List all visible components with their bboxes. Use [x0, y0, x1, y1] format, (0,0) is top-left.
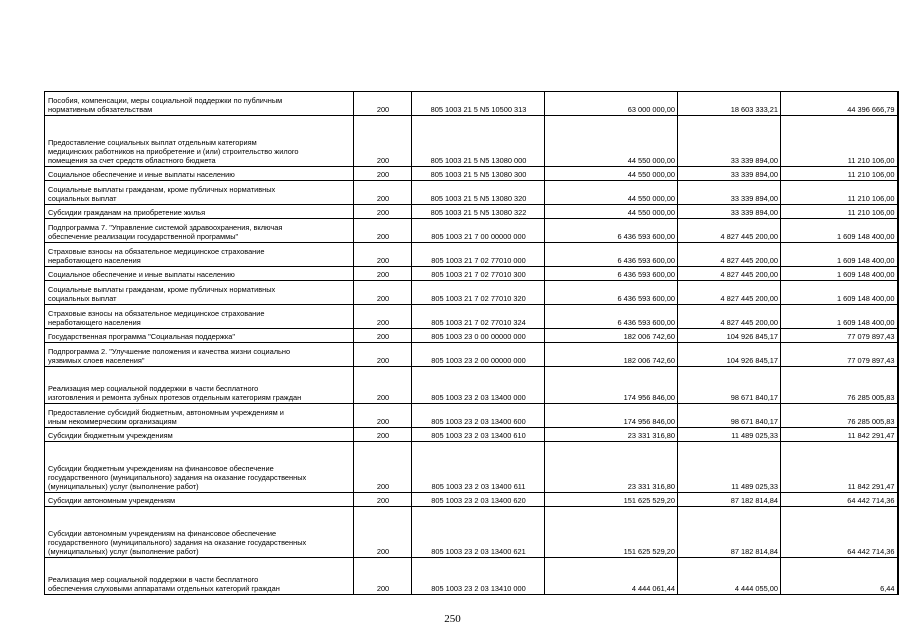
row-code: 200 [354, 281, 412, 305]
row-approved-amount: 6 436 593 600,00 [545, 267, 678, 281]
row-kbk: 805 1003 23 2 03 13400 000 [412, 367, 545, 404]
row-approved-amount: 44 550 000,00 [545, 181, 678, 205]
row-remainder-amount: 44 396 666,79 [781, 92, 898, 116]
table-row [45, 267, 898, 281]
row-executed-amount: 4 827 445 200,00 [678, 243, 781, 267]
table-row [45, 167, 898, 181]
table-row [45, 243, 898, 267]
row-approved-amount: 6 436 593 600,00 [545, 219, 678, 243]
table-row [45, 404, 898, 428]
row-code: 200 [354, 243, 412, 267]
row-executed-amount: 4 827 445 200,00 [678, 281, 781, 305]
page-number: 250 [444, 613, 461, 625]
row-executed-amount: 4 827 445 200,00 [678, 267, 781, 281]
row-remainder-amount: 77 079 897,43 [781, 343, 898, 367]
row-kbk: 805 1003 23 2 03 13410 000 [412, 558, 545, 595]
row-executed-amount: 4 444 055,00 [678, 558, 781, 595]
row-approved-amount: 174 956 846,00 [545, 404, 678, 428]
row-approved-amount: 6 436 593 600,00 [545, 243, 678, 267]
row-code: 200 [354, 181, 412, 205]
row-remainder-amount: 11 842 291,47 [781, 428, 898, 442]
row-name: Предоставление социальных выплат отдельным категориям медицинских работников на приобретение и (или) строительство жилого помещения за счет средств областного бюджета [45, 116, 354, 167]
row-kbk: 805 1003 21 5 N5 13080 320 [412, 181, 545, 205]
row-remainder-amount: 77 079 897,43 [781, 329, 898, 343]
row-remainder-amount: 1 609 148 400,00 [781, 219, 898, 243]
row-remainder-amount: 11 210 106,00 [781, 205, 898, 219]
row-code: 200 [354, 367, 412, 404]
row-remainder-amount: 76 285 005,83 [781, 367, 898, 404]
table-row [45, 305, 898, 329]
row-remainder-amount: 64 442 714,36 [781, 507, 898, 558]
row-kbk: 805 1003 23 2 00 00000 000 [412, 343, 545, 367]
row-executed-amount: 18 603 333,21 [678, 92, 781, 116]
table-row [45, 493, 898, 507]
row-name: Страховые взносы на обязательное медицинское страхование неработающего населения [45, 305, 354, 329]
table-row [45, 343, 898, 367]
table-row [45, 329, 898, 343]
row-name: Субсидии бюджетным учреждениям [45, 428, 354, 442]
row-approved-amount: 151 625 529,20 [545, 507, 678, 558]
row-kbk: 805 1003 23 2 03 13400 610 [412, 428, 545, 442]
row-code: 200 [354, 167, 412, 181]
row-executed-amount: 33 339 894,00 [678, 181, 781, 205]
row-remainder-amount: 11 210 106,00 [781, 167, 898, 181]
table-row [45, 219, 898, 243]
row-code: 200 [354, 329, 412, 343]
row-code: 200 [354, 558, 412, 595]
row-name: Реализация мер социальной поддержки в части бесплатного изготовления и ремонта зубных протезов отдельным категориям граждан [45, 367, 354, 404]
row-remainder-amount: 76 285 005,83 [781, 404, 898, 428]
row-code: 200 [354, 493, 412, 507]
row-approved-amount: 4 444 061,44 [545, 558, 678, 595]
row-kbk: 805 1003 23 2 03 13400 621 [412, 507, 545, 558]
row-kbk: 805 1003 23 2 03 13400 611 [412, 442, 545, 493]
table-row [45, 281, 898, 305]
row-name: Субсидии гражданам на приобретение жилья [45, 205, 354, 219]
row-executed-amount: 11 489 025,33 [678, 442, 781, 493]
row-remainder-amount: 6,44 [781, 558, 898, 595]
row-executed-amount: 33 339 894,00 [678, 167, 781, 181]
row-name: Предоставление субсидий бюджетным, автономным учреждениям и иным некоммерческим организациям [45, 404, 354, 428]
row-approved-amount: 23 331 316,80 [545, 442, 678, 493]
row-executed-amount: 4 827 445 200,00 [678, 219, 781, 243]
row-kbk: 805 1003 21 5 N5 10500 313 [412, 92, 545, 116]
row-remainder-amount: 1 609 148 400,00 [781, 281, 898, 305]
row-kbk: 805 1003 23 2 03 13400 620 [412, 493, 545, 507]
row-executed-amount: 104 926 845,17 [678, 343, 781, 367]
row-kbk: 805 1003 21 7 02 77010 000 [412, 243, 545, 267]
row-approved-amount: 174 956 846,00 [545, 367, 678, 404]
row-approved-amount: 151 625 529,20 [545, 493, 678, 507]
row-code: 200 [354, 267, 412, 281]
row-approved-amount: 6 436 593 600,00 [545, 281, 678, 305]
table-row [45, 116, 898, 167]
row-executed-amount: 33 339 894,00 [678, 205, 781, 219]
table-row [45, 442, 898, 493]
row-approved-amount: 63 000 000,00 [545, 92, 678, 116]
row-name: Подпрограмма 7. "Управление системой здравоохранения, включая обеспечение реализации государственной программы" [45, 219, 354, 243]
row-name: Субсидии автономным учреждениям [45, 493, 354, 507]
row-name: Субсидии бюджетным учреждениям на финансовое обеспечение государственного (муниципального) задания на оказание государственных (муниципальных) услуг (выполнение работ) [45, 442, 354, 493]
row-kbk: 805 1003 21 7 02 77010 320 [412, 281, 545, 305]
budget-table-body [45, 92, 898, 595]
row-kbk: 805 1003 21 7 00 00000 000 [412, 219, 545, 243]
row-code: 200 [354, 404, 412, 428]
row-executed-amount: 98 671 840,17 [678, 404, 781, 428]
row-approved-amount: 182 006 742,60 [545, 343, 678, 367]
table-row [45, 428, 898, 442]
row-code: 200 [354, 219, 412, 243]
table-row [45, 367, 898, 404]
table-row [45, 558, 898, 595]
row-remainder-amount: 64 442 714,36 [781, 493, 898, 507]
row-name: Страховые взносы на обязательное медицинское страхование неработающего населения [45, 243, 354, 267]
row-name: Подпрограмма 2. "Улучшение положения и качества жизни социально уязвимых слоев населения" [45, 343, 354, 367]
budget-table [44, 91, 899, 595]
table-row [45, 205, 898, 219]
row-approved-amount: 44 550 000,00 [545, 167, 678, 181]
row-code: 200 [354, 305, 412, 329]
table-row [45, 181, 898, 205]
row-remainder-amount: 11 210 106,00 [781, 181, 898, 205]
row-code: 200 [354, 507, 412, 558]
row-executed-amount: 104 926 845,17 [678, 329, 781, 343]
row-approved-amount: 44 550 000,00 [545, 116, 678, 167]
row-approved-amount: 23 331 316,80 [545, 428, 678, 442]
row-executed-amount: 33 339 894,00 [678, 116, 781, 167]
row-executed-amount: 87 182 814,84 [678, 493, 781, 507]
row-kbk: 805 1003 23 2 03 13400 600 [412, 404, 545, 428]
row-kbk: 805 1003 21 5 N5 13080 300 [412, 167, 545, 181]
row-name: Пособия, компенсации, меры социальной поддержки по публичным нормативным обязательствам [45, 92, 354, 116]
row-approved-amount: 182 006 742,60 [545, 329, 678, 343]
row-name: Субсидии автономным учреждениям на финансовое обеспечение государственного (муниципального) задания на оказание государственных (муниципальных) услуг (выполнение работ) [45, 507, 354, 558]
row-kbk: 805 1003 21 7 02 77010 324 [412, 305, 545, 329]
row-kbk: 805 1003 21 5 N5 13080 322 [412, 205, 545, 219]
row-code: 200 [354, 92, 412, 116]
table-row [45, 507, 898, 558]
row-name: Социальное обеспечение и иные выплаты населению [45, 267, 354, 281]
row-executed-amount: 98 671 840,17 [678, 367, 781, 404]
row-remainder-amount: 11 210 106,00 [781, 116, 898, 167]
row-code: 200 [354, 428, 412, 442]
row-name: Социальные выплаты гражданам, кроме публичных нормативных социальных выплат [45, 181, 354, 205]
row-remainder-amount: 1 609 148 400,00 [781, 267, 898, 281]
row-remainder-amount: 1 609 148 400,00 [781, 243, 898, 267]
row-name: Государственная программа "Социальная поддержка" [45, 329, 354, 343]
row-executed-amount: 11 489 025,33 [678, 428, 781, 442]
row-code: 200 [354, 205, 412, 219]
row-name: Социальные выплаты гражданам, кроме публичных нормативных социальных выплат [45, 281, 354, 305]
row-remainder-amount: 11 842 291,47 [781, 442, 898, 493]
row-executed-amount: 4 827 445 200,00 [678, 305, 781, 329]
row-kbk: 805 1003 23 0 00 00000 000 [412, 329, 545, 343]
row-code: 200 [354, 343, 412, 367]
row-approved-amount: 44 550 000,00 [545, 205, 678, 219]
row-executed-amount: 87 182 814,84 [678, 507, 781, 558]
row-remainder-amount: 1 609 148 400,00 [781, 305, 898, 329]
row-approved-amount: 6 436 593 600,00 [545, 305, 678, 329]
row-code: 200 [354, 116, 412, 167]
row-name: Социальное обеспечение и иные выплаты населению [45, 167, 354, 181]
row-kbk: 805 1003 21 7 02 77010 300 [412, 267, 545, 281]
row-code: 200 [354, 442, 412, 493]
row-name: Реализация мер социальной поддержки в части бесплатного обеспечения слуховыми аппаратами отдельных категорий граждан [45, 558, 354, 595]
row-kbk: 805 1003 21 5 N5 13080 000 [412, 116, 545, 167]
table-row [45, 92, 898, 116]
